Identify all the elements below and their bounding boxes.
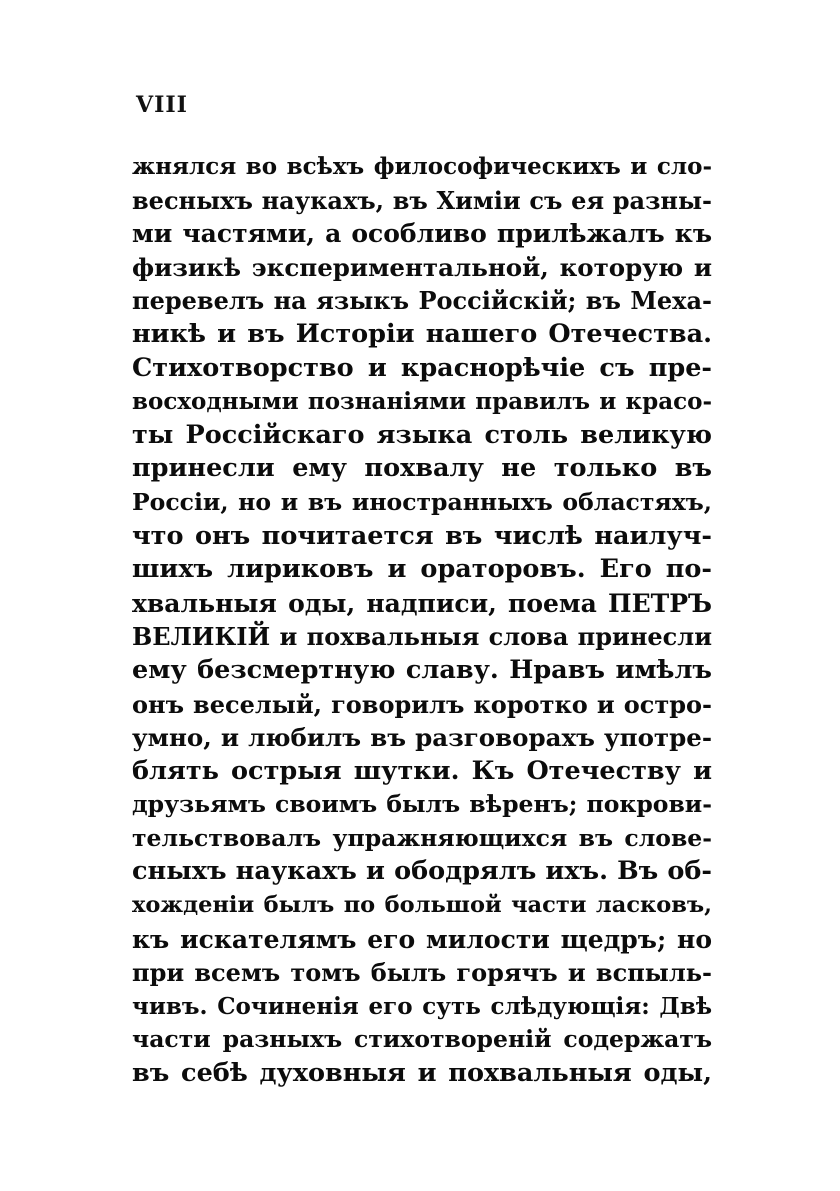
text-line: умно, и любилъ въ разговорахъ употре-: [132, 723, 712, 753]
text-line: никѣ и въ Исторіи нашего Отечества.: [132, 318, 712, 349]
text-line: что онъ почитается въ числѣ наилуч-: [132, 520, 712, 551]
text-line: хвальныя оды, надписи, поема ПЕТРЪ: [132, 588, 712, 618]
text-line: принесли ему похвалу не только въ: [132, 453, 712, 484]
text-line: хожденіи былъ по большой части ласковъ,: [132, 892, 712, 919]
text-line: физикѣ экспериментальной, которую и: [132, 252, 712, 282]
text-line: восходными познаніями правилъ и красо-: [132, 388, 712, 416]
page-number: VIII: [136, 92, 188, 118]
text-line: жнялся во всѣхъ философическихъ и сло-: [132, 153, 712, 180]
text-line: Стихотворство и краснорѣчіе съ пре-: [132, 352, 712, 383]
text-line: Россіи, но и въ иностранныхъ областяхъ,: [132, 487, 712, 516]
text-line: блять острыя шутки. Къ Отечеству и: [132, 755, 712, 786]
text-line: части разныхъ стихотвореній содержатъ: [132, 1025, 712, 1054]
text-line: ему безсмертную славу. Нравъ имѣлъ: [132, 654, 712, 685]
text-line: ВЕЛИКІЙ и похвальныя слова принесли: [132, 622, 712, 652]
text-line: къ искателямъ его милости щедръ; но: [132, 924, 712, 954]
text-line: тельствовалъ упражняющихся въ слове-: [132, 823, 712, 852]
text-line: чивъ. Сочиненія его суть слѣдующія: Двѣ: [132, 992, 712, 1020]
text-line: при всемъ томъ былъ горячъ и вспыль-: [132, 958, 712, 988]
body-text: [132, 150, 712, 1091]
text-line: сныхъ наукахъ и ободрялъ ихъ. Въ об-: [132, 856, 712, 887]
text-line: весныхъ наукахъ, въ Химіи съ ея разны-: [132, 185, 712, 215]
text-line: перевелъ на языкъ Россійскій; въ Меха-: [132, 286, 712, 316]
text-line: ми частями, а особливо прилѣжалъ къ: [132, 219, 712, 249]
text-line: онъ веселый, говорилъ коротко и остро-: [132, 689, 712, 719]
text-line: въ себѣ духовныя и похвальныя оды,: [132, 1058, 712, 1089]
text-line: шихъ лириковъ и ораторовъ. Его по-: [132, 554, 712, 585]
text-line: друзьямъ своимъ былъ вѣренъ; покрови-: [132, 790, 712, 819]
text-line: ты Россійскаго языка столь великую: [132, 419, 712, 450]
